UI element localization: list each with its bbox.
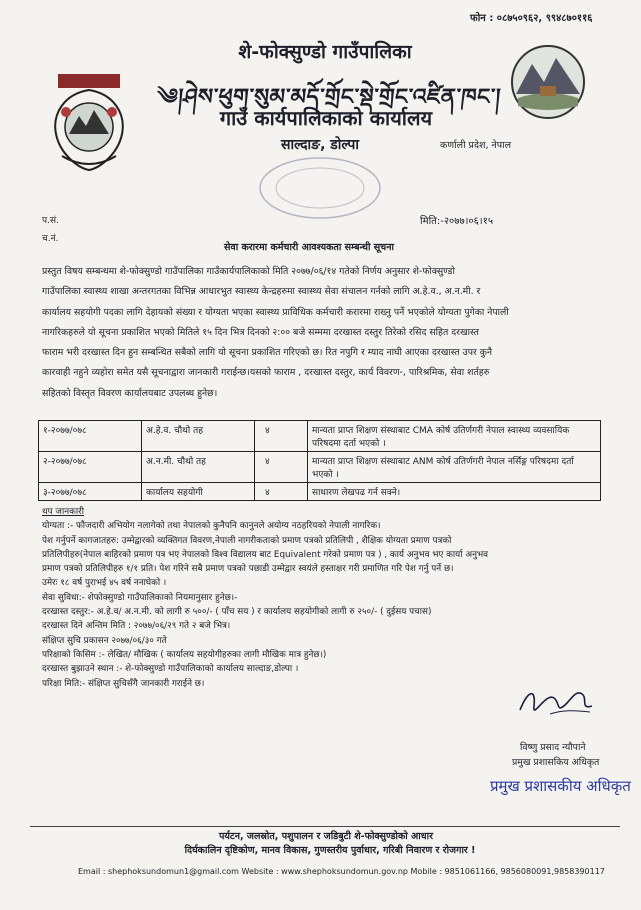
info-line: उमेरः १८ वर्ष पुराभई ४५ वर्ष ननाघेको । [42,578,167,589]
municipality-logo-icon [498,42,598,122]
position-code: १-२०७७/०७८ [39,421,142,452]
info-line: दरखास्त दस्तुर:- अ.हे.व/ अ.न.मी. को लागी रु ५००/- ( पाँच सय ) र कार्यालय सहयोगीको लागी रु २५०/- ( दुईसय पचास) [42,607,432,618]
position-code: २-२०७७/०७८ [39,452,142,483]
info-line: योग्यता :- फौजदारी अभियोग नलागेको तथा नेपालको कुनैपनि कानुनले अयोग्य नठहरियको नेपाली नागरिक। [42,521,381,532]
info-line: परिक्षाको किसिम :- लेखित/ मौखिक ( कार्यालय सहयोगीहरुका लागी मौखिक मात्र हुनेछ।) [42,649,327,660]
body-line: गाउँपालिका स्वास्थ्य शाखा अन्तरगतका विभिन्न आधारभुत स्वास्थ्य केन्द्रहरुमा स्वास्थ्य सेवा संचालन गर्नको लागि अ.हे.व., अ.न.मी. र [42,286,481,298]
info-line: प्रमाण पत्रको प्रतिलिपीहरु १/१ प्रति। पेश गरिने सबै प्रमाण पत्रको पछाडी उम्मेद्वार स्वयंले हस्ताक्षर गरी प्रमाणित गरि पेश गर्नु पर्ने छ। [42,564,454,575]
info-line: दरखास्त दिने अन्तिम मिति : २०७७/०६/२९ गते २ बजे भित्र। [42,621,231,632]
org-name-tibetan: ༄།ཤེས་ཕུག་སུམ་མདོ་གྲོང་སྡེ་གྲོང་འཛིན་ཁང་། [155,85,502,110]
province-label: कर्णाली प्रदेश, नेपाल [440,140,512,151]
position-count: ४ [255,421,308,452]
position-qualification: मान्यता प्राप्त शिक्षण संस्थाबाट ANM कोर्ष उतिर्णगरी नेपाल नर्सिङ्ग परिषदमा दर्ता भएको । [308,452,601,483]
signatory-name: विष्णु प्रसाद न्यौपाने [520,742,586,753]
table-row [39,483,601,501]
body-line: कार्यालय सहयोगी पदका लागि देहायको संख्या र योग्यता भएका स्वास्थ्य प्राविधिक कर्मचारी करारमा राख्नु पर्ने भएकोले योग्यता पुगेका नेपाली [42,306,509,318]
notice-subject: सेवा करारमा कर्मचारी आवश्यकता सम्बन्धी सूचना [224,242,394,253]
org-name-nepali: शे-फोक्सुण्डो गाउँपालिका [238,41,412,63]
footer-motto-2: दिर्घकालिन दृष्टिकोण, मानव विकास, गुणस्तरीय पुर्वाधार, गरिबी निवारण र रोजगार ! [184,845,476,856]
phone-number: फोन : ०८७५०९६२, ९९४८७०११६ [470,13,593,24]
additional-info [42,505,602,691]
chalani-number-label: च.नं. [42,234,59,244]
designation-stamp: प्रमुख प्रशासकीय अधिकृत [490,777,631,795]
position-code: ३-२०७७/०७८ [39,483,142,501]
footer-divider [30,826,620,827]
body-line: फाराम भरी दरखास्त दिन हुन सम्बन्धित सबैको लागि यो सूचना प्रकाशित गरिएको छ। रित नपुगि र म्याद नाघी आएका दरखास्त उपर कुनै [42,347,493,359]
footer-contact: Email : shephoksundomun1@gmail.com Website : www.shephoksundomun.gov.np Mobile : 9851061166, 9856080091,9858390117 [78,867,605,876]
additional-info-heading: थप जानकारी [42,507,85,517]
table-row [39,452,601,483]
body-line: कारवाही नहुने व्यहोरा समेत यसै सूचनाद्वारा जानकारी गराईन्छ।यसको फाराम , दरखास्त दस्तुर, कार्य विवरण-, पारिश्रमिक, सेवा शर्तहरु [42,367,490,379]
position-count: ४ [255,452,308,483]
info-line: पेश गर्नुपर्ने कागजातहरु: उम्मेद्वारको व्यक्तिगत विवरण,नेपाली नागरीकताको प्रमाण पत्रको प्रतिलिपी , शैक्षिक योग्यता प्रमाण पत्रको [42,535,452,546]
positions-table [38,420,601,501]
position-title: अ.हे.व. चौथो तह [142,421,255,452]
info-line: दरखास्त बुझाउने स्थान :- शे-फोक्सुण्डो गाउँपालिकाको कार्यालय साल्दाङ,डोल्पा । [42,664,299,675]
info-line: परिक्षा मिति:- संक्षिप्त सुचिसँगै जानकारी गराईने छ। [42,678,205,689]
notice-body [42,262,600,404]
signature-icon [510,680,600,725]
table-row [39,421,601,452]
office-title: गाउँ कार्यपालिकाको कार्यालय [219,106,433,130]
position-qualification: साधारण लेखपढ गर्न सक्ने। [308,483,601,501]
office-location: साल्दाङ, डोल्पा [281,137,359,153]
position-title: अ.न.मी. चौथो तह [142,452,255,483]
footer-motto-1: पर्यटन, जलस्रोत, पशुपालन र जडिबुटी शे-फोक्सुण्डोको आधार [219,831,433,842]
info-line: प्रतिलिपीहरु(नेपाल बाहिरको प्रमाण पत्र भए नेपालको विश्व विद्यालय बाट Equivalent गरेको प्रमाण पत्र ) , कार्य अनुभव भए कार्या अनुभव [42,549,489,560]
body-line: सहितको विस्तृत विवरण कार्यालयबाट उपलब्ध हुनेछ। [42,387,218,399]
body-line: नागरिकहरुले यो सूचना प्रकाशित भएको मितिले १५ दिन भित्र दिनको २:०० बजे सम्ममा दरखास्त दस्तुर तिरेको रसिद सहित दरखास्त [42,326,479,338]
position-title: कार्यालय सहयोगी [142,483,255,501]
info-line: सेवा सुविधा:- शेफोक्सुण्डो गाउँपालिकाको नियमानुसार हुनेछ।- [42,592,238,603]
office-stamp-icon [250,150,390,226]
position-count: ४ [255,483,308,501]
letter-date: मिति:-२०७७।०६।१५ [420,216,494,227]
position-qualification: मान्यता प्राप्त शिक्षण संस्थाबाट CMA कोर्ष उतिर्णगरी नेपाल स्वास्थ्य व्यवसायिक परिषदमा दर्ता भएको । [308,421,601,452]
nepal-emblem-icon [44,72,134,172]
patra-sankhya-label: प.सं. [42,216,59,226]
signatory-post: प्रमुख प्रशासकिय अधिकृत [512,757,600,768]
info-line: संक्षिप्त सुचि प्रकासन २०७७/०६/३० गते [42,635,167,646]
body-line: प्रस्तुत विषय सम्बन्धमा शे-फोक्सुण्डो गाउँपालिका गाउँकार्यपालिकाको मिति २०७७/०६/१४ गतेको निर्णय अनुसार शे-फोक्सुण्डो [42,266,455,277]
